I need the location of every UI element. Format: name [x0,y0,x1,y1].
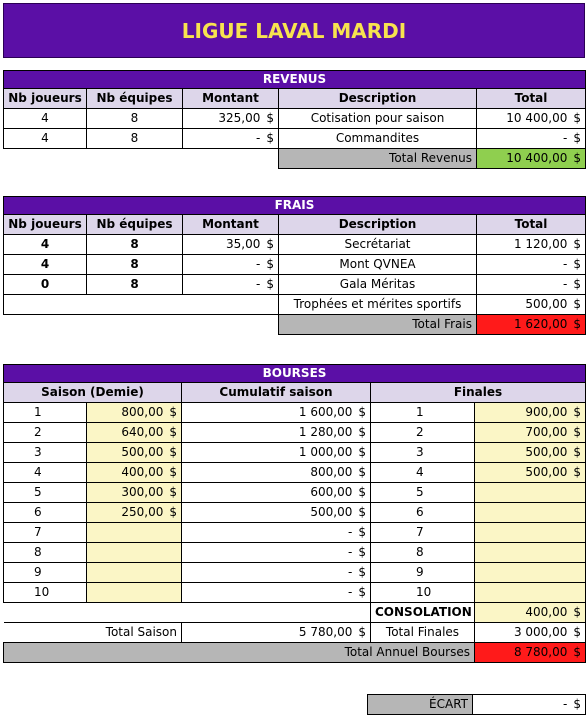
total-annuel-label: Total Annuel Bourses [4,643,475,663]
cell-montant[interactable]: - $ [183,275,279,295]
cell-rang-finale: 3 [371,443,475,463]
spacer [4,149,279,169]
cell-bourse-finale[interactable] [475,503,586,523]
cell-bourse-finale[interactable] [475,563,586,583]
frais-header: FRAIS [4,197,586,215]
cell-rang-saison: 2 [4,423,87,443]
cell-rang-finale: 5 [371,483,475,503]
total-revenus-value: 10 400,00 $ [477,149,586,169]
col-nb-equipes: Nb équipes [87,89,183,109]
table-row [4,255,586,275]
col-nb-equipes: Nb équipes [87,215,183,235]
col-finales: Finales [371,383,586,403]
cell-cumulatif[interactable]: - $ [182,523,371,543]
cell-montant[interactable]: - $ [183,255,279,275]
cell-rang-saison: 6 [4,503,87,523]
page-title: LIGUE LAVAL MARDI [3,3,585,58]
cell-description[interactable]: Trophées et mérites sportifs [279,295,477,315]
cell-total[interactable]: - $ [477,255,586,275]
cell-cumulatif[interactable]: 1 280,00 $ [182,423,371,443]
total-finales-label: Total Finales [371,623,475,643]
cell-rang-finale: 2 [371,423,475,443]
table-row [4,483,586,503]
col-montant: Montant [183,89,279,109]
cell-bourse-saison[interactable]: 250,00 $ [87,503,182,523]
cell-description[interactable]: Mont QVNEA [279,255,477,275]
cell-bourse-saison[interactable] [87,583,182,603]
cell-bourse-saison[interactable]: 640,00 $ [87,423,182,443]
cell-description[interactable]: Cotisation pour saison [279,109,477,129]
revenus-table [3,70,586,169]
table-row [4,403,586,423]
cell-bourse-finale[interactable] [475,583,586,603]
ecart-label: ÉCART [368,695,473,715]
table-row [4,463,586,483]
cell-total[interactable]: 1 120,00 $ [477,235,586,255]
table-row [4,503,586,523]
bourses-table [3,364,586,663]
cell-description[interactable]: Gala Méritas [279,275,477,295]
cell-cumulatif[interactable]: 1 000,00 $ [182,443,371,463]
cell-bourse-saison[interactable]: 500,00 $ [87,443,182,463]
table-row [4,235,586,255]
cell-bourse-saison[interactable]: 300,00 $ [87,483,182,503]
cell-rang-saison: 3 [4,443,87,463]
cell-rang-finale: 1 [371,403,475,423]
cell-bourse-saison[interactable] [87,563,182,583]
table-row [4,543,586,563]
cell-rang-finale: 4 [371,463,475,483]
table-row [4,583,586,603]
cell-rang-saison: 8 [4,543,87,563]
cell-cumulatif[interactable]: 1 600,00 $ [182,403,371,423]
total-revenus-label: Total Revenus [279,149,477,169]
col-cumulatif: Cumulatif saison [182,383,371,403]
cell-joueurs[interactable]: 4 [4,109,87,129]
ecart-value: - $ [473,695,586,715]
cell-bourse-saison[interactable] [87,523,182,543]
total-saison-label: Total Saison [4,623,182,643]
total-frais-value: 1 620,00 $ [477,315,586,335]
cell-total[interactable]: - $ [477,129,586,149]
cell-montant[interactable]: 325,00 $ [183,109,279,129]
table-row [4,109,586,129]
cell-total[interactable]: 10 400,00 $ [477,109,586,129]
cell-total[interactable]: 500,00 $ [477,295,586,315]
cell-rang-finale: 9 [371,563,475,583]
cell-description[interactable]: Commandites [279,129,477,149]
cell-equipes[interactable]: 8 [87,109,183,129]
cell-cumulatif[interactable]: 800,00 $ [182,463,371,483]
cell-rang-finale: 8 [371,543,475,563]
table-row [4,443,586,463]
cell-joueurs[interactable]: 0 [4,275,87,295]
frais-table [3,196,586,335]
cell-equipes[interactable]: 8 [87,129,183,149]
cell-rang-saison: 5 [4,483,87,503]
cell-bourse-finale[interactable]: 900,00 $ [475,403,586,423]
cell-joueurs[interactable]: 4 [4,255,87,275]
bourses-header: BOURSES [4,365,586,383]
cell-cumulatif[interactable]: - $ [182,543,371,563]
cell-rang-finale: 7 [371,523,475,543]
cell-rang-saison: 7 [4,523,87,543]
cell-cumulatif[interactable]: 600,00 $ [182,483,371,503]
cell-rang-saison: 4 [4,463,87,483]
cell-bourse-finale[interactable]: 500,00 $ [475,463,586,483]
cell-bourse-saison[interactable] [87,543,182,563]
col-montant: Montant [183,215,279,235]
table-row [4,423,586,443]
total-annuel-value: 8 780,00 $ [475,643,586,663]
consolation-label: CONSOLATION [371,603,475,623]
table-row [4,295,586,315]
table-row [4,275,586,295]
cell-bourse-saison[interactable]: 800,00 $ [87,403,182,423]
cell-montant[interactable]: 35,00 $ [183,235,279,255]
cell-rang-saison: 1 [4,403,87,423]
cell-joueurs[interactable]: 4 [4,235,87,255]
cell-montant[interactable]: - $ [183,129,279,149]
table-row [4,523,586,543]
cell-bourse-finale[interactable]: 500,00 $ [475,443,586,463]
revenus-header: REVENUS [4,71,586,89]
cell-rang-saison: 9 [4,563,87,583]
spacer [4,603,371,623]
consolation-value[interactable]: 400,00 $ [475,603,586,623]
cell-cumulatif[interactable]: - $ [182,563,371,583]
total-frais-label: Total Frais [279,315,477,335]
table-row [4,563,586,583]
cell-rang-finale: 10 [371,583,475,603]
table-row [4,129,586,149]
cell-rang-finale: 6 [371,503,475,523]
cell-bourse-finale[interactable]: 700,00 $ [475,423,586,443]
cell-rang-saison: 10 [4,583,87,603]
cell-equipes[interactable]: 8 [87,255,183,275]
cell-cumulatif[interactable]: - $ [182,583,371,603]
cell-bourse-finale[interactable] [475,543,586,563]
total-finales-value: 3 000,00 $ [475,623,586,643]
col-description: Description [279,89,477,109]
cell-bourse-finale[interactable] [475,483,586,503]
cell-equipes[interactable]: 8 [87,275,183,295]
spacer [4,295,279,315]
cell-description[interactable]: Secrétariat [279,235,477,255]
col-total: Total [477,89,586,109]
cell-equipes[interactable]: 8 [87,235,183,255]
col-nb-joueurs: Nb joueurs [4,215,87,235]
total-saison-value: 5 780,00 $ [182,623,371,643]
col-total: Total [477,215,586,235]
cell-joueurs[interactable]: 4 [4,129,87,149]
col-nb-joueurs: Nb joueurs [4,89,87,109]
ecart-table [367,694,586,715]
cell-bourse-finale[interactable] [475,523,586,543]
cell-bourse-saison[interactable]: 400,00 $ [87,463,182,483]
spacer [4,315,279,335]
col-saison: Saison (Demie) [4,383,182,403]
cell-total[interactable]: - $ [477,275,586,295]
cell-cumulatif[interactable]: 500,00 $ [182,503,371,523]
col-description: Description [279,215,477,235]
